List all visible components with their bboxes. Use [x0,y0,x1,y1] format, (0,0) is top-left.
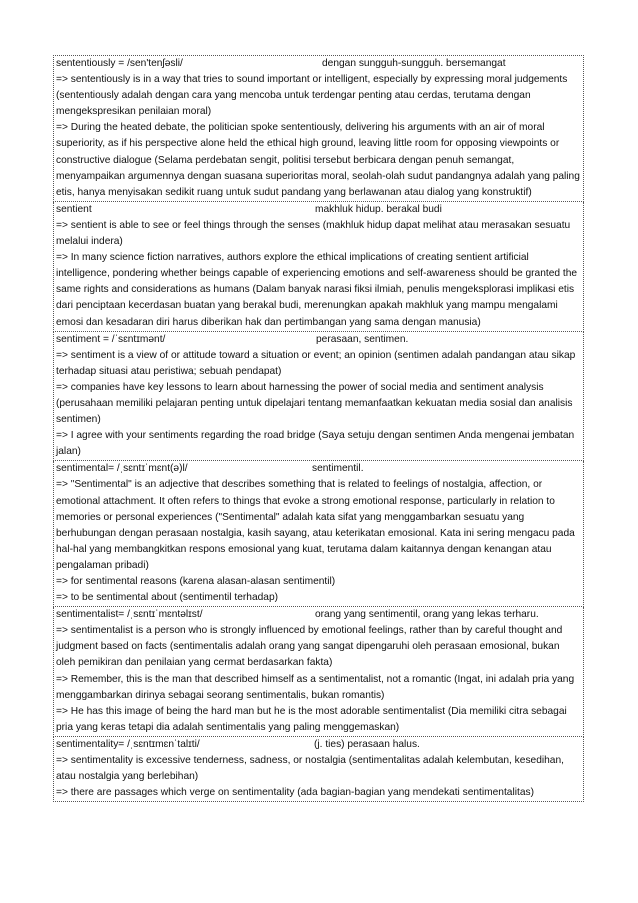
entry-definition: => sentimentality is excessive tenderness, sadness, or nostalgia (sentimentalitas adalah kelembutan, kesedihan, atau nostalgia yang berlebihan) [56,755,564,783]
entry-meaning: sentimentil. [312,463,364,475]
entry-definition: => sentiment is a view of or attitude toward a situation or event; an opinion (sentimen adalah pandangan atau sikap terhadap situasi atau peristiwa; sebuah pendapat) [56,349,576,377]
entry-example: => I agree with your sentiments regarding the road bridge (Saya setuju dengan sentimen Anda mengenai jembatan jalan) [56,430,575,458]
entry-term: sententiously = /sen'tenʃəsli/ [56,58,183,69]
entry-term: sentient [56,203,92,215]
entry-term: sentiment = /ˈsɛntɪmənt/ [56,333,166,345]
entry-definition: => "Sentimental" is an adjective that describes something that is related to feelings of nostalgia, affection, or emotional attachment. It often refers to things that evoke a strong emotional response, particularly in relation to memories or personal experiences ("Sentimental" adalah kata sifat yang menggambarkan sesuatu yang berhubungan dengan perasaan nostalgia, kasih sayang, atau keterikatan emosional. Kata ini sering mengacu pada hal-hal yang membangkitkan respons emosional yang kuat, terutama dalam kaitannya dengan kenangan atau pengalaman pribadi) [56,479,575,571]
entry-meaning: (j. ties) perasaan halus. [314,738,420,750]
entry-term: sentimentalist= /ˌsɛntɪˈmɛntəlɪst/ [56,609,203,621]
entry-sentimentality [53,737,584,802]
entry-meaning: makhluk hidup. berakal budi [315,203,442,215]
entry-example: => for sentimental reasons (karena alasan-alasan sentimentil) [56,576,336,587]
entry-meaning: dengan sungguh-sungguh. bersemangat [322,58,506,69]
entry-headline [54,56,583,72]
entry-example: => there are passages which verge on sentimentality (ada bagian-bagian yang mendekati sentimentalitas) [56,787,534,799]
entry-headline [54,607,583,623]
entry-definition: => sententiously is in a way that tries to sound important or intelligent, especially by expressing moral judgements (sententiously adalah dengan cara yang mencoba untuk terdengar penting atau cerdas, terutama dengan mengekspresikan penilaian moral) [56,74,568,118]
entry-sentimentalist [53,607,584,737]
entry-example: => Remember, this is the man that described himself as a sentimentalist, not a romantic (Ingat, ini adalah pria yang menggambarkan dirinya sebagai seorang sentimentalis, bukan romantis) [56,673,575,701]
entry-term: sentimentality= /ˌsɛntɪmɛnˈtalɪti/ [56,738,200,750]
entry-example: => He has this image of being the hard man but he is the most adorable sentimentalist (Dia memiliki citra sebagai pria yang keras tetapi dia adalah sentimentalis yang paling menggemaskan) [56,705,567,733]
entry-headline [54,332,583,348]
entry-headline [54,202,583,218]
entry-meaning: orang yang sentimentil, orang yang lekas terharu. [315,609,539,621]
entry-example: => In many science fiction narratives, authors explore the ethical implications of creating sentient artificial intelligence, pondering whether beings capable of experiencing emotions and self-awareness should be granted the same rights and considerations as humans (Dalam banyak narasi fiksi ilmiah, penulis mengeksplorasi implikasi etis dari penciptaan kecerdasan buatan yang berakal budi, merenungkan apakah makhluk yang mampu mengalami emosi dan kesadaran diri harus diberikan hak dan pertimbangan yang sama dengan manusia) [56,252,578,328]
entry-headline [54,461,583,477]
entry-sentiment [53,332,584,462]
entry-sententiously [53,55,584,202]
entry-sentient [53,202,584,332]
entry-definition: => sentimentalist is a person who is strongly influenced by emotional feelings, rather than by careful thought and judgment based on facts (sentimentalis adalah orang yang sangat dipengaruhi oleh perasaan emosional, bukan oleh pemikiran dan penilaian yang cermat berdasarkan fakta) [56,625,563,669]
entry-definition: => sentient is able to see or feel things through the senses (makhluk hidup dapat melihat atau merasakan sesuatu melalui indera) [56,219,571,248]
entry-meaning: perasaan, sentimen. [316,333,409,345]
entry-example: => to be sentimental about (sentimentil terhadap) [56,592,278,604]
entry-example: => companies have key lessons to learn about harnessing the power of social media and sentiment analysis (perusahaan memiliki pelajaran penting untuk dipelajari tentang memanfaatkan kekuatan media sosial dan analisis sentimen) [56,381,573,426]
entry-term: sentimental= /ˌsɛntɪˈmɛnt(ə)l/ [56,463,188,475]
dictionary-page [53,55,584,802]
entry-example: => During the heated debate, the politician spoke sententiously, delivering his arguments with an air of moral superiority, as if his perspective alone held the ethical high ground, leaving little room for opposing viewpoints or constructive dialogue (Selama perdebatan sengit, politisi tersebut berbicara dengan penuh semangat, menyampaikan argumennya dengan suasana superioritas moral, seolah-olah sudut pandangnya adalah yang paling etis, hanya menyisakan sedikit ruang untuk sudut pandang yang berlawanan atau dialog yang konstruktif) [56,122,580,198]
entry-sentimental [53,461,584,607]
entry-headline [54,737,583,753]
